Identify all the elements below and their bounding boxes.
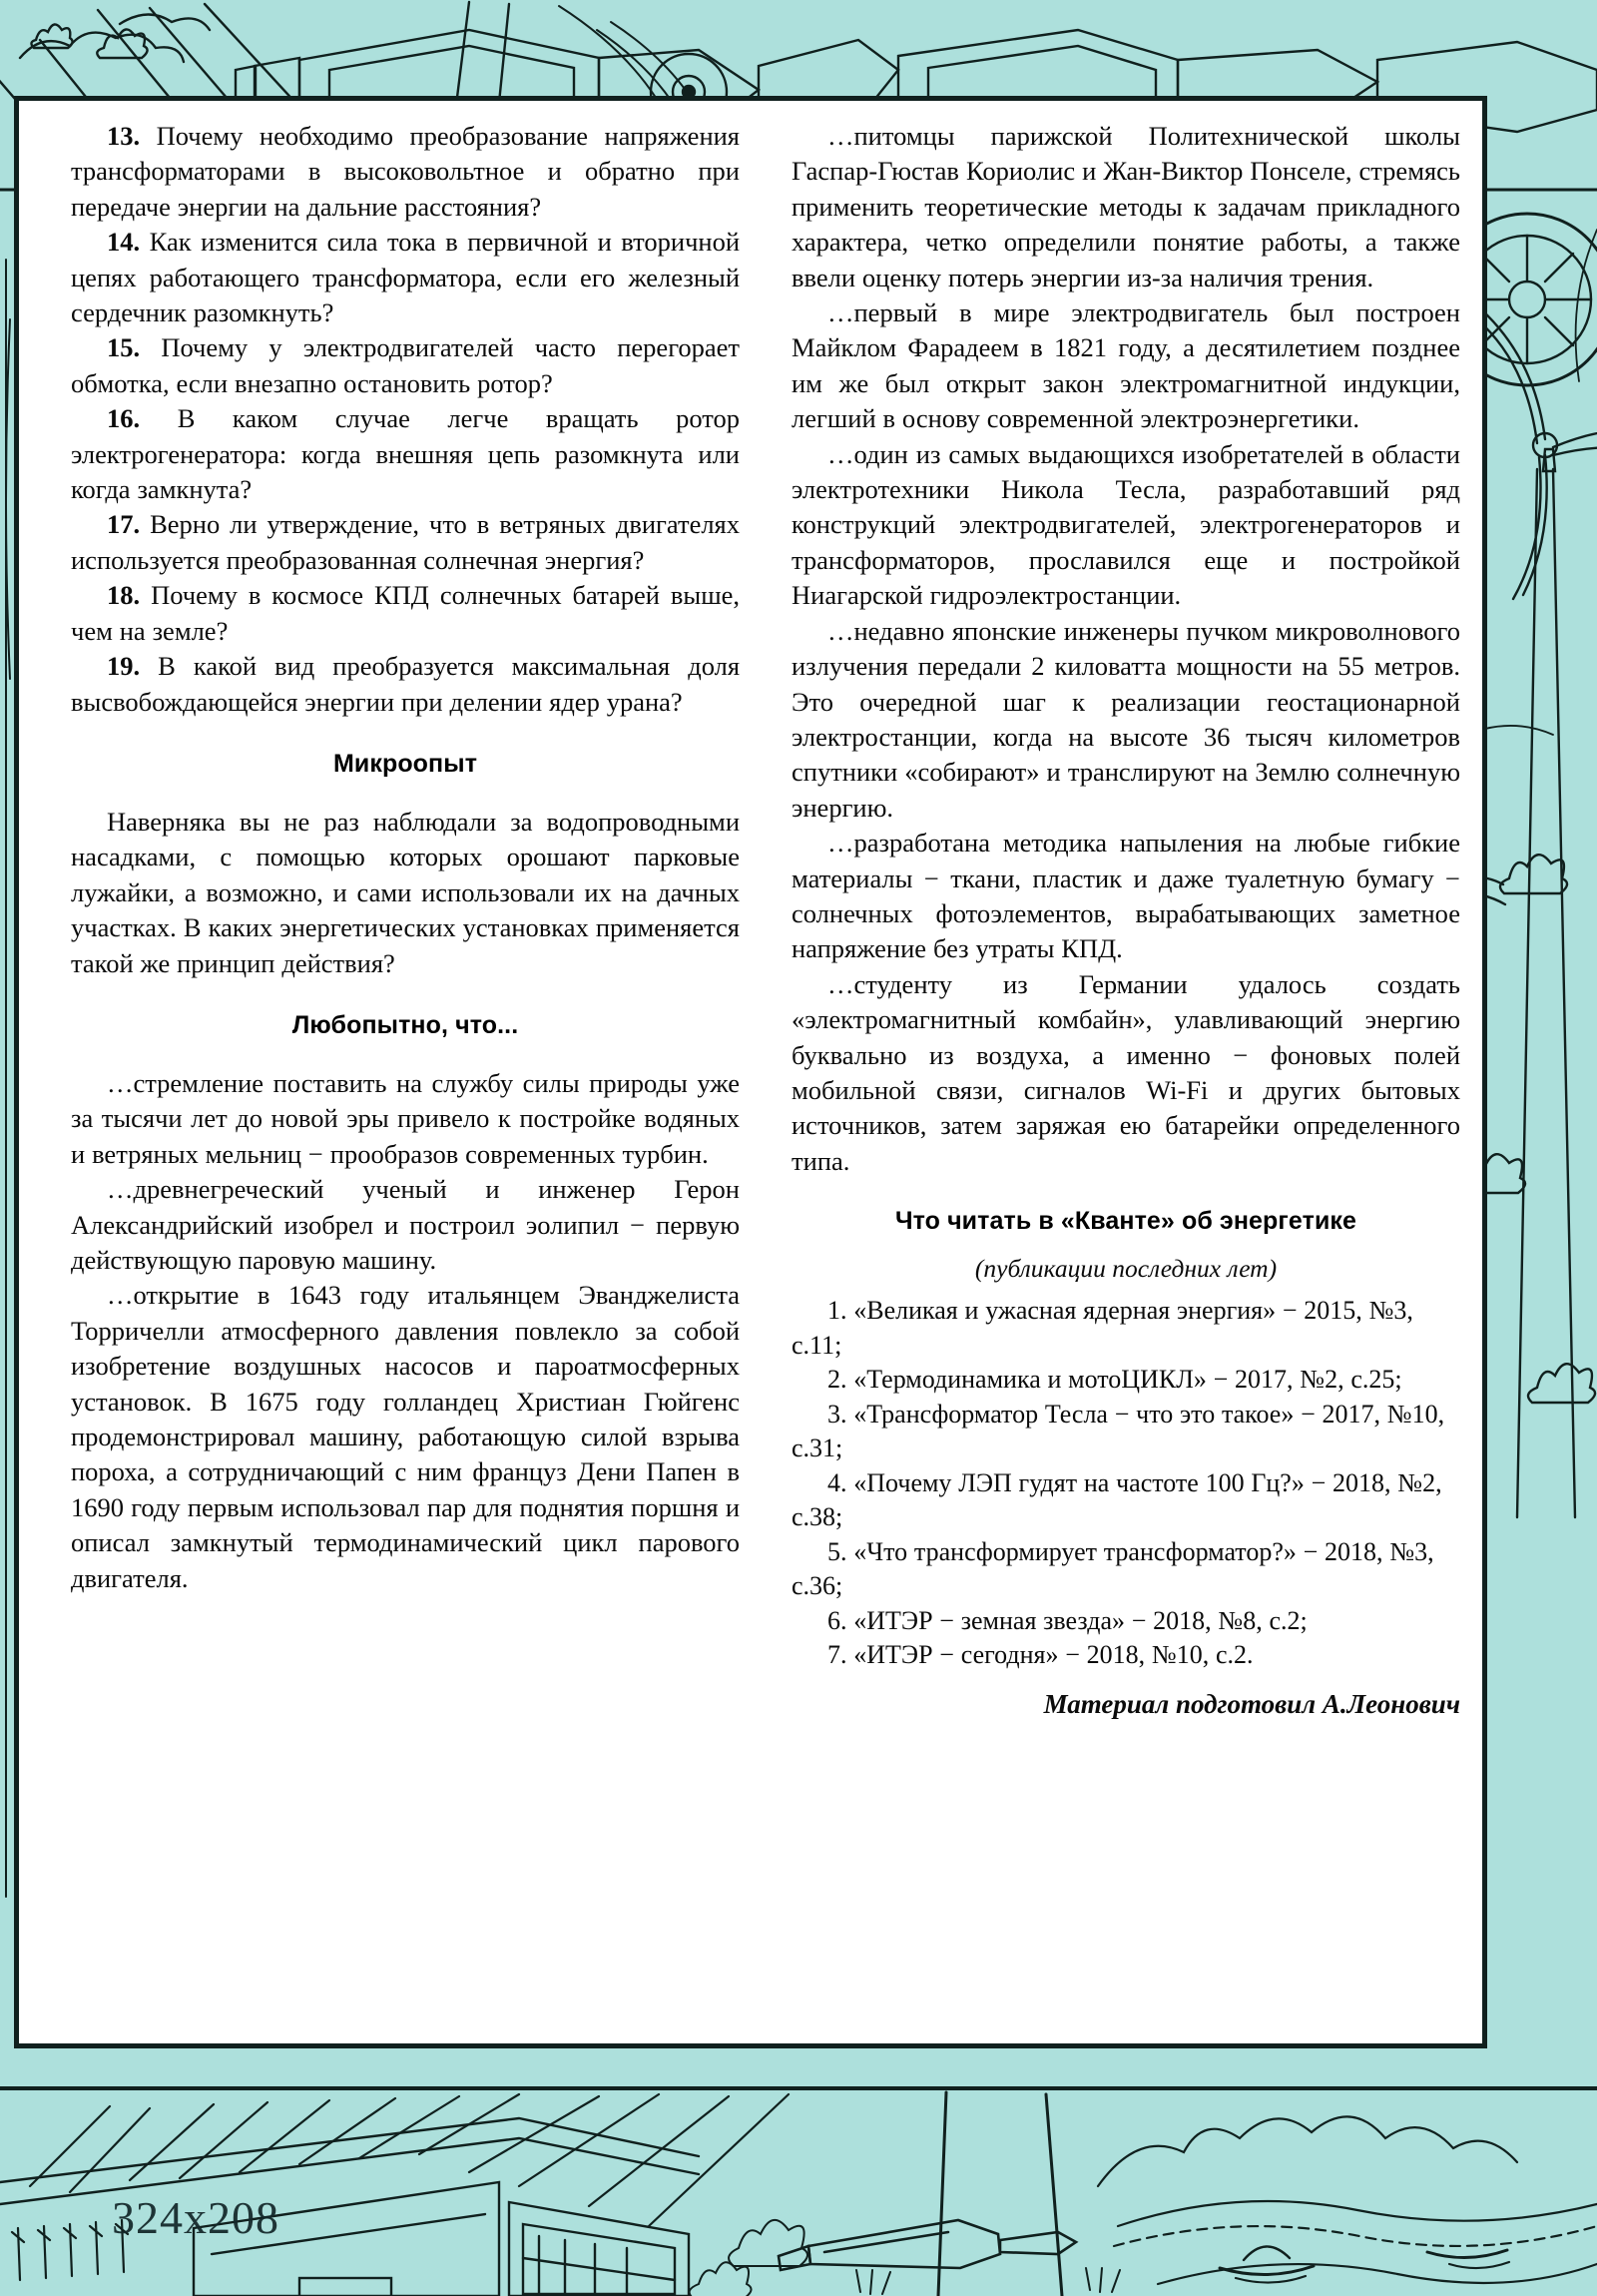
question-number: 15. [107, 332, 141, 363]
question-item [71, 578, 740, 649]
question-number: 19. [107, 651, 141, 682]
section-heading-reading-list: Что читать в «Кванте» об энергетике [894, 1207, 1357, 1236]
question-number: 18. [107, 580, 141, 611]
question-number: 17. [107, 509, 141, 540]
curious-fact-paragraph: …недавно японские инженеры пучком микроволнового излучения передали 2 киловатта мощности на 55 метров. Это очередной шаг к реализации геостационарной электростанции, когда на высоте 36 тысяч километров спутники «собирают» и транслируют на Землю солнечную энергию. [792, 615, 1460, 823]
question-item [71, 401, 740, 507]
question-item [71, 507, 740, 578]
question-number: 16. [107, 403, 141, 434]
question-text: В каком случае легче вращать ротор электрогенератора: когда внешняя цепь разомкнута или когда замкнута? [71, 403, 740, 505]
right-column [792, 119, 1460, 2033]
curious-fact-paragraph: …студенту из Германии удалось создать «электромагнитный комбайн», улавливающий энергию буквально из воздуха, а именно − фоновых полей мобильной связи, сигналов Wi-Fi и других бытовых источников, затем заряжая ею батарейки определенного типа. [792, 968, 1460, 1176]
left-column [71, 119, 740, 2033]
question-item [71, 330, 740, 401]
curious-fact-paragraph: …питомцы парижской Политехнической школы Гаспар-Гюстав Кориолис и Жан-Виктор Понселе, стремясь применить теоретические методы к задачам прикладного характера, четко определили понятие работы, а также ввели оценку потерь энергии из-за наличия трения. [792, 121, 1460, 292]
reading-list [792, 1294, 1460, 1673]
question-text: В какой вид преобразуется максимальная доля высвобождающейся энергии при делении ядер урана? [71, 651, 741, 717]
question-text: Как изменится сила тока в первичной и вторичной цепях работающего трансформатора, если его железный сердечник разомкнуть? [71, 227, 741, 328]
reading-list-item: 1. «Великая и ужасная ядерная энергия» − 2015, №3, с.11; [792, 1296, 1413, 1360]
artwork-caption: 324x208 [112, 2192, 279, 2243]
curious-fact-paragraph: …древнегреческий ученый и инженер Герон Александрийский изобрел и построил эолипил − первую действующую паровую машину. [71, 1174, 740, 1275]
curious-fact-paragraph: …один из самых выдающихся изобретателей в области электротехники Никола Тесла, разработавший ряд конструкций электродвигателей, электрогенераторов и трансформаторов, прославился еще и постройкой Ниагарской гидроэлектростанции. [792, 438, 1460, 611]
reading-list-subtitle: (публикации последних лет) [974, 1254, 1278, 1284]
question-item [71, 649, 740, 720]
question-number: 13. [107, 121, 141, 151]
section-heading-microexperiment: Микроопыт [332, 749, 478, 778]
reading-list-item: 4. «Почему ЛЭП гудят на частоте 100 Гц?» − 2018, №2, с.38; [792, 1467, 1442, 1532]
author-byline: Материал подготовил А.Леонович [1043, 1688, 1460, 1719]
question-text: Почему необходимо преобразование напряжения трансформаторами в высоковольтное и обратно при передаче энергии на дальние расстояния? [71, 121, 740, 222]
question-text: Верно ли утверждение, что в ветряных двигателях используется преобразованная солнечная энергия? [71, 509, 740, 575]
reading-list-item: 2. «Термодинамика и мотоЦИКЛ» − 2017, №2, с.25; [827, 1365, 1402, 1395]
reading-list-item: 6. «ИТЭР − земная звезда» − 2018, №8, с.2; [827, 1605, 1308, 1635]
two-column-layout [71, 119, 1460, 2033]
question-text: Почему в космосе КПД солнечных батарей выше, чем на земле? [71, 580, 740, 646]
curious-fact-paragraph: …стремление поставить на службу силы природы уже за тысячи лет до новой эры привело к постройке водяных и ветряных мельниц − прообразов современных турбин. [71, 1067, 740, 1169]
microexperiment-paragraph: Наверняка вы не раз наблюдали за водопроводными насадками, с помощью которых орошают парковые лужайки, а возможно, и сами использовали их на дачных участках. В каких энергетических установках применяется такой же принцип действия? [71, 806, 740, 978]
reading-list-item: 7. «ИТЭР − сегодня» − 2018, №10, с.2. [827, 1640, 1254, 1670]
curious-fact-paragraph: …открытие в 1643 году итальянцем Эванджелиста Торричелли атмосферного давления повлекло за собой изобретение воздушных насосов и пароатмосферных установок. В 1675 году голландец Христиан Гюйгенс продемонстрировал машину, работающую силой взрыва пороха, а сотрудничающий с ним француз Дени Папен в 1690 году первым использовал пар для поднятия поршня и описал замкнутый термодинамический цикл парового двигателя. [71, 1280, 740, 1593]
reading-list-item: 5. «Что трансформирует трансформатор?» − 2018, №3, с.36; [792, 1536, 1434, 1601]
page-content-panel [14, 96, 1487, 2048]
reading-list-item: 3. «Трансформатор Тесла − что это такое» − 2017, №10, с.31; [792, 1399, 1445, 1463]
question-item [71, 225, 740, 330]
question-text: Почему у электродвигателей часто перегорает обмотка, если внезапно остановить ротор? [71, 332, 741, 398]
curious-fact-paragraph: …первый в мире электродвигатель был построен Майклом Фарадеем в 1821 году, а десятилетием позднее им же был открыт закон электромагнитной индукции, легший в основу современной электроэнергетики. [792, 297, 1460, 434]
question-number: 14. [107, 227, 141, 258]
question-item [71, 119, 740, 225]
curious-fact-paragraph: …разработана методика напыления на любые гибкие материалы − ткани, пластик и даже туалетную бумагу − солнечных фотоэлементов, вырабатывающих заметное напряжение без утраты КПД. [792, 828, 1460, 964]
section-heading-curious: Любопытно, что... [291, 1010, 519, 1039]
